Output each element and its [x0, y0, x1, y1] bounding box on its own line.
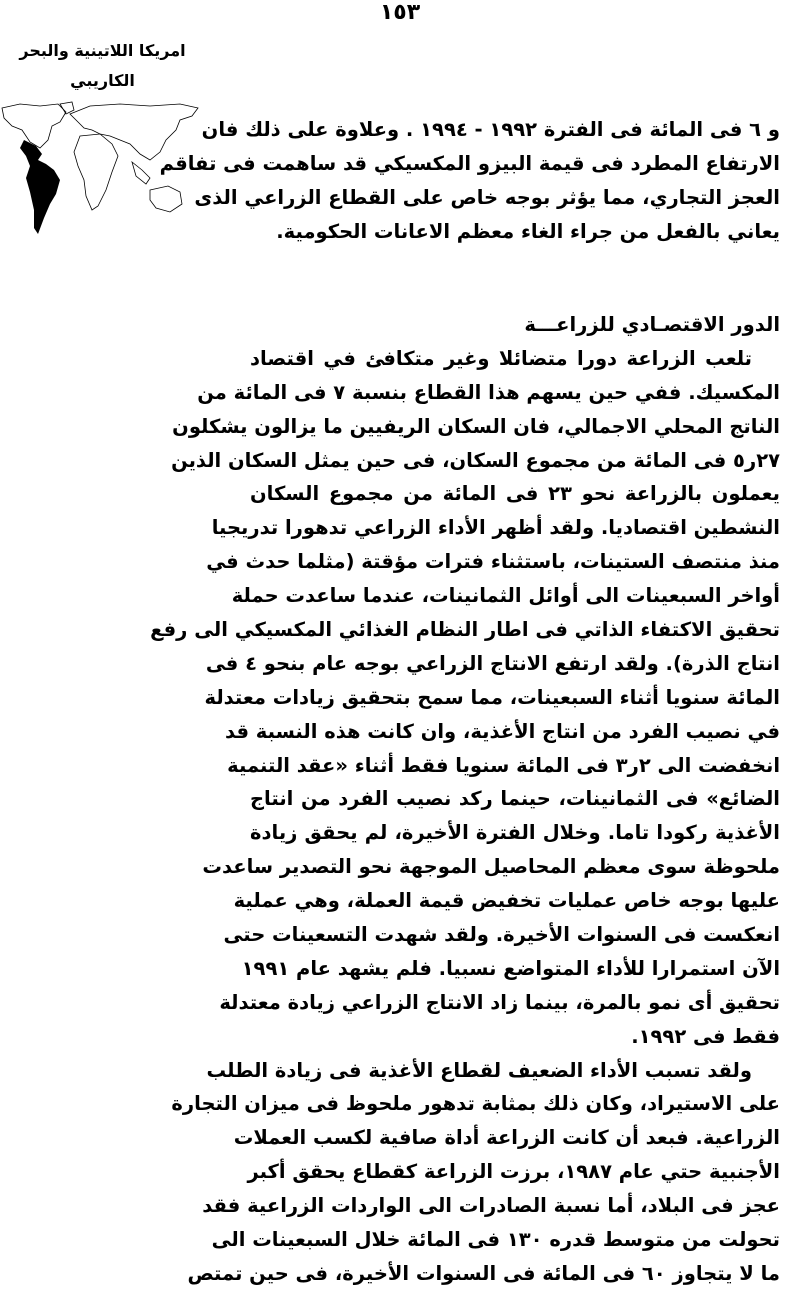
text-line: النشطين اقتصاديا. ولقد أظهر الأداء الزراعي تدهورا تدريجيا	[211, 516, 780, 540]
text-line: عليها بوجه خاص عمليات تخفيض قيمة العملة، وهي عملية	[233, 889, 780, 913]
text-line: يعملون بالزراعة نحو ٢٣ فى المائة من مجموع السكان	[250, 482, 780, 506]
text-line: أواخر السبعينات الى أوائل الثمانينات، عندما ساعدت حملة	[231, 584, 780, 608]
text-line: الضائع» فى الثمانينات، حينما ركد نصيب الفرد من انتاج	[250, 787, 780, 811]
text-line: المكسيك. ففي حين يسهم هذا القطاع بنسبة ٧ فى المائة من	[197, 380, 780, 404]
text-line: المائة سنويا أثناء السبعينات، مما سمح بتحقيق زيادات معتدلة	[204, 685, 780, 709]
text-line: تحقيق الاكتفاء الذاتي فى اطار النظام الغذائي المكسيكي الى رفع	[150, 618, 780, 642]
text-line: ولقد تسبب الأداء الضعيف لقطاع الأغذية فى زيادة الطلب	[206, 1058, 752, 1082]
text-line: ملحوظة سوى معظم المحاصيل الموجهة نحو التصدير ساعدت	[202, 855, 780, 879]
sidebar-title-line: الكاريبي	[70, 71, 135, 90]
sidebar-title-line: امريكا اللاتينية والبحر	[19, 41, 186, 60]
text-line: الأجنبية حتي عام ١٩٨٧، برزت الزراعة كقطاع يحقق أكبر	[247, 1160, 780, 1184]
text-line: انخفضت الى ٢ر٣ فى المائة سنويا فقط أثناء «عقد التنمية	[227, 753, 780, 777]
text-line: الآن استمرارا للأداء المتواضع نسبيا. فلم يشهد عام ١٩٩١	[241, 956, 780, 980]
sidebar-region-title	[0, 36, 205, 96]
text-line: الزراعية. فبعد أن كانت الزراعة أداة صافية لكسب العملات	[233, 1126, 780, 1150]
text-line: الأغذية ركودا تاما. وخلال الفترة الأخيرة، لم يحقق زيادة	[250, 821, 780, 845]
text-line: تحولت من متوسط قدره ١٣٠ فى المائة خلال السبعينات الى	[211, 1228, 780, 1252]
text-line: على الاستيراد، وكان ذلك بمثابة تدهور ملحوظ فى ميزان التجارة	[171, 1092, 780, 1116]
text-line: فقط فى ١٩٩٢.	[631, 1024, 780, 1048]
page-number: ١٥٣	[379, 0, 421, 25]
text-line: انعكست فى السنوات الأخيرة. ولقد شهدت التسعينات حتى	[223, 923, 780, 947]
section-heading: الدور الاقتصـادي للزراعـــة	[524, 313, 780, 336]
text-line: انتاج الذرة). ولقد ارتفع الانتاج الزراعي بوجه عام بنحو ٤ فى	[205, 651, 780, 675]
text-line: يعاني بالفعل من جراء الغاء معظم الاعانات الحكومية.	[276, 219, 780, 243]
text-line: في نصيب الفرد من انتاج الأغذية، وان كانت هذه النسبة قد	[224, 719, 780, 743]
text-line: ٢٧ر٥ فى المائة من مجموع السكان، فى حين يمثل السكان الذين	[171, 448, 780, 472]
text-line: و ٦ فى المائة فى الفترة ١٩٩٢ - ١٩٩٤ . وعلاوة على ذلك فان	[201, 118, 780, 141]
text-line: الارتفاع المطرد فى قيمة البيزو المكسيكي قد ساهمت فى تفاقم	[159, 151, 780, 175]
text-line: العجز التجاري، مما يؤثر بوجه خاص على القطاع الزراعي الذى	[194, 185, 780, 209]
text-line: تحقيق أى نمو بالمرة، بينما زاد الانتاج الزراعي زيادة معتدلة	[219, 990, 780, 1014]
text-line: الناتج المحلي الاجمالي، فان السكان الريفيين ما يزالون يشكلون	[172, 414, 780, 438]
text-line: تلعب الزراعة دورا متضائلا وغير متكافئ في اقتصاد	[250, 346, 752, 370]
text-line: منذ منتصف الستينات، باستثناء فترات مؤقتة (مثلما حدث في	[206, 550, 780, 574]
section-agriculture	[150, 308, 780, 1291]
text-line: عجز فى البلاد، أما نسبة الصادرات الى الواردات الزراعية فقد	[202, 1194, 780, 1218]
intro-paragraph	[159, 113, 780, 249]
text-line: ما لا يتجاوز ٦٠ فى المائة فى السنوات الأخيرة، فى حين تمتص	[187, 1261, 780, 1285]
